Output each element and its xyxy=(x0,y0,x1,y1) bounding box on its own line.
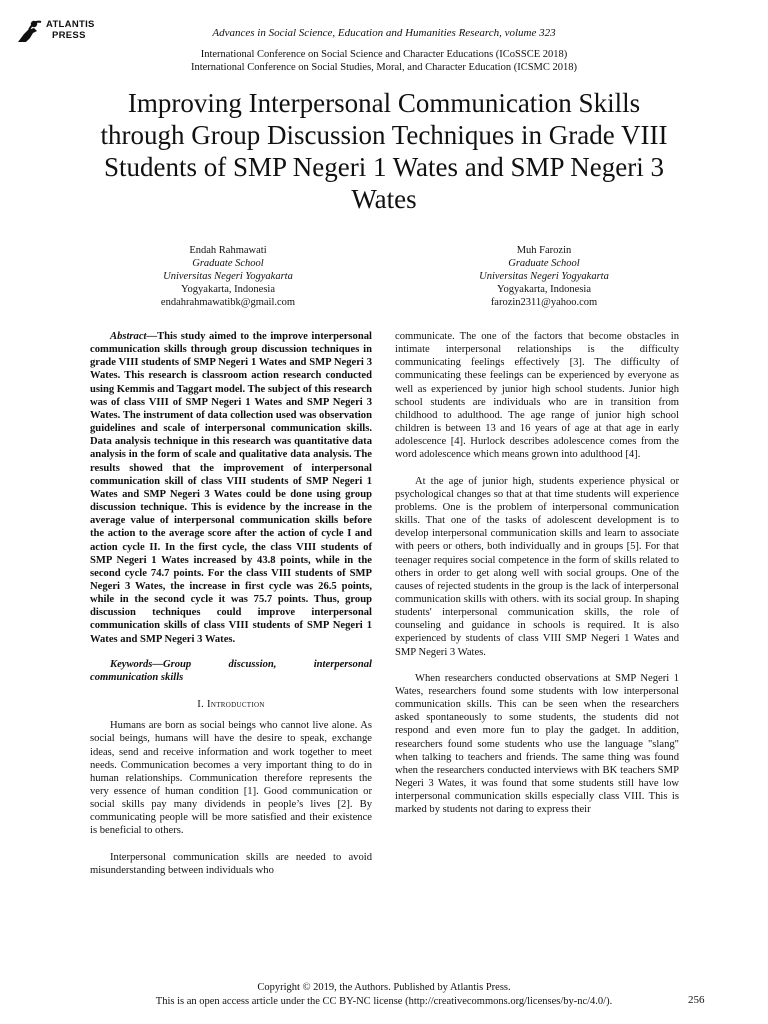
paragraph: When researchers conducted observations at SMP Negeri 1 Wates, researchers found some students with low interpersonal communication skills. This can be seen when the researchers asked spontaneously to some students, the students did not respond and even more fun to play the gadget. In addition, researchers found some students who use the language "slang" when talking to teachers and friends. The same thing was found when the researchers conducted interviews with BK teachers SMP Negeri 3 Wates, it was found that some students still have low interpersonal communication skills especially class VIII. This is marked by students not daring to express their xyxy=(395,672,679,816)
copyright-line: Copyright © 2019, the Authors. Published by Atlantis Press. xyxy=(257,982,511,993)
author-univ: Universitas Negeri Yogyakarta xyxy=(479,271,609,282)
author-city: Yogyakarta, Indonesia xyxy=(497,284,591,295)
license-line: This is an open access article under the CC BY-NC license (http://creativecommons.org/licenses/by-nc/4.0/). xyxy=(155,996,613,1007)
left-column xyxy=(90,330,372,877)
author-block-2 xyxy=(424,244,664,309)
author-dept: Graduate School xyxy=(508,258,580,269)
page-number: 256 xyxy=(688,994,705,1006)
conference-line-1: International Conference on Social Science and Character Educations (ICoSSCE 2018) xyxy=(200,49,568,60)
conference-line-2: International Conference on Social Studies, Moral, and Character Education (ICSMC 2018) xyxy=(190,62,578,73)
abstract-text: This study aimed to the improve interpersonal communication skills through group discussion techniques in grade VIII students of SMP Negeri 1 Wates and SMP Negeri 3 Wates. This research is classroom action research conducted using Kemmis and Taggart model. The subject of this research was of class VIII of SMP Negeri 1 Wates and SMP Negeri 3 Wates. The instrument of data collection used was observation guidelines and scale of interpersonal communication skills. Data analysis technique in this research was quantitative data analysis in the form of scale and qualitative data analysis. The results showed that the improvement of interpersonal communication skill of class VIII students of SMP Negeri 1 Wates and SMP Negeri 3 Wates could be done using group discussion technique. This is evidence by the increase in the average value of interpersonal communication skills before the action to the average score after the action of cycle I and action cycle II. In the first cycle, the class VIII students of SMP Negeri 1 Wates increased by 43.8 points, while in the second cycle 74.7 points. For the class VIII students of SMP Negeri 3 Wates, the increase in first cycle was 26.5 points, while in the second cycle it was 75.7 points. Thus, group discussion techniques could improve interpersonal communication skills of class VIII students of SMP Negeri 1 Wates and SMP Negeri 3 Wates. xyxy=(90,331,372,645)
section-heading: I. Introduction xyxy=(197,699,265,711)
author-name: Muh Farozin xyxy=(516,245,572,256)
abstract-lead: Abstract— xyxy=(110,331,158,342)
right-column xyxy=(395,330,679,816)
author-block-1 xyxy=(108,244,348,309)
paragraph: At the age of junior high, students experience physical or psychological changes so that at that time students will experience problems. One is the problem of interpersonal communication skills. That one of the tasks of adolescent development is to develop interpersonal communication skills and learn to associate with peers or others, both individually and in groups [5]. For that teenager requires social competence in the form of skills related to others in order to get along well with social groups. One of the causes of rejected students in the group is the lack of interpersonal communication skills with others. with its social group. In shaping students' interpersonal communication skills, the role of counseling and guidance in schools is required. It is also experienced by students of class VIII SMP Negeri 1 Wates and SMP Negeri 3 Wates. xyxy=(395,475,679,658)
publisher-line1: ATLANTIS xyxy=(46,19,95,30)
paragraph: Interpersonal communication skills are needed to avoid misunderstanding between individuals who xyxy=(90,851,372,876)
abstract xyxy=(90,330,372,646)
publisher-line2: PRESS xyxy=(52,30,86,41)
paragraph: Humans are born as social beings who cannot live alone. As social beings, humans will have the desire to speak, exchange ideas, send and receive information and work together to meet needs. Communication becomes a very important thing to do in human relationships. Communication therefore represents the very essence of human condition [1]. Good communication or social skills pay many dividends in people’s lives [2]. By communicating people will be more satisfied and their existence is beneficial to others. xyxy=(90,720,372,837)
author-name: Endah Rahmawati xyxy=(189,245,267,256)
author-city: Yogyakarta, Indonesia xyxy=(181,284,275,295)
paper-title: Improving Interpersonal Communication Skills through Group Discussion Techniques in Grade VIII Students of SMP Negeri 1 Wates and SMP Negeri 3 Wates xyxy=(100,88,668,214)
author-email: endahrahmawatibk@gmail.com xyxy=(160,297,296,308)
author-univ: Universitas Negeri Yogyakarta xyxy=(163,271,293,282)
journal-name: Advances in Social Science, Education and Humanities Research, volume 323 xyxy=(212,27,556,39)
author-dept: Graduate School xyxy=(192,258,264,269)
author-email: farozin2311@yahoo.com xyxy=(490,297,598,308)
keywords: Keywords—Group discussion, interpersonal communication skills xyxy=(90,658,372,683)
paragraph: communicate. The one of the factors that become obstacles in intimate interpersonal relationships is the difficulty communicating feelings effectively [3]. The difficulty of communicating these feelings can be experienced by everyone as well as experienced by junior high school students. Junior high school students are individuals who are in transition from childhood to adulthood. The age range of junior high school children is between 13 and 16 years of age at that age in early adolescence [4]. Hurlock describes adolescence comes from the word adolescence which means grown into adulthood [4]. xyxy=(395,331,679,461)
